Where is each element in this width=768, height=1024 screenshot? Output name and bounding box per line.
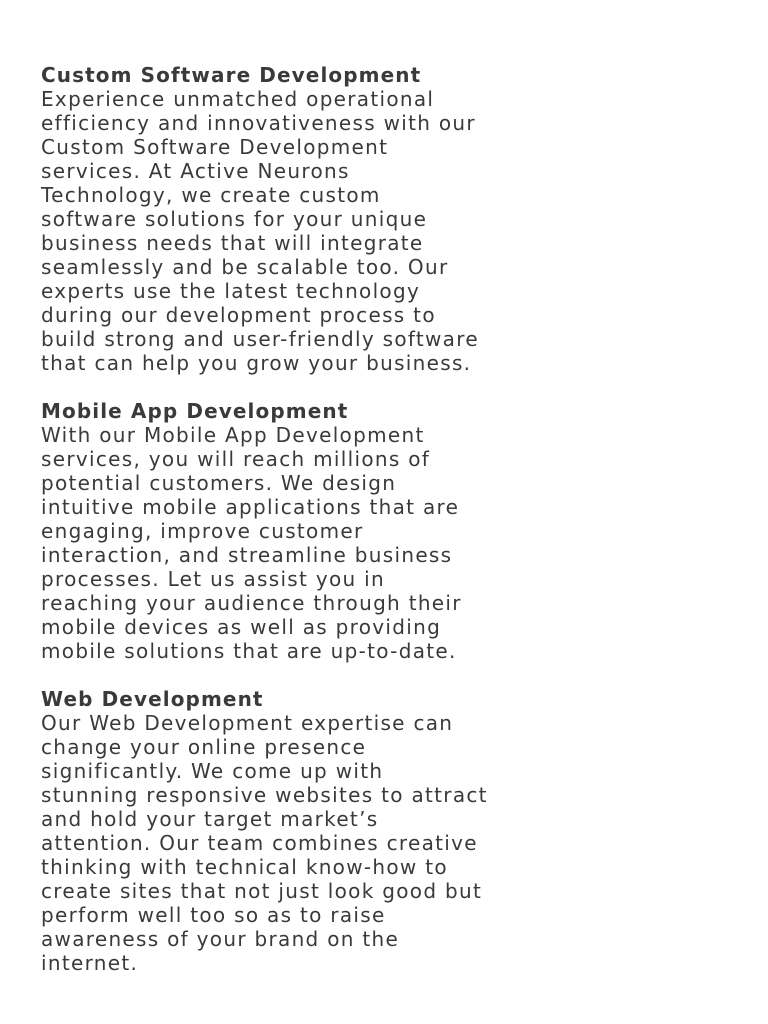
service-title: Web Development — [41, 687, 264, 711]
service-custom-software — [41, 63, 741, 375]
services-content — [41, 63, 741, 999]
service-description: Our Web Development expertise can change your online presence significantly. We come up with stunning responsive websites to attract and hold your target market’s attention. Our team combines creative thinking with technical know-how to create sites that not just look good but perform well too so as to raise awareness of your brand on the internet. — [41, 711, 488, 975]
service-description: Experience unmatched operational efficiency and innovativeness with our Custom Software Development services. At Active Neurons Technology, we create custom software solutions for your unique business needs that will integrate seamlessly and be scalable too. Our experts use the latest technology during our development process to build strong and user-friendly software that can help you grow your business. — [41, 87, 479, 375]
service-title: Mobile App Development — [41, 399, 349, 423]
service-web-development — [41, 687, 741, 975]
service-title: Custom Software Development — [41, 63, 422, 87]
service-description: With our Mobile App Development services, you will reach millions of potential customers. We design intuitive mobile applications that are engaging, improve customer interaction, and streamline business processes. Let us assist you in reaching your audience through their mobile devices as well as providing mobile solutions that are up-to-date. — [41, 423, 462, 663]
service-mobile-app — [41, 399, 741, 663]
